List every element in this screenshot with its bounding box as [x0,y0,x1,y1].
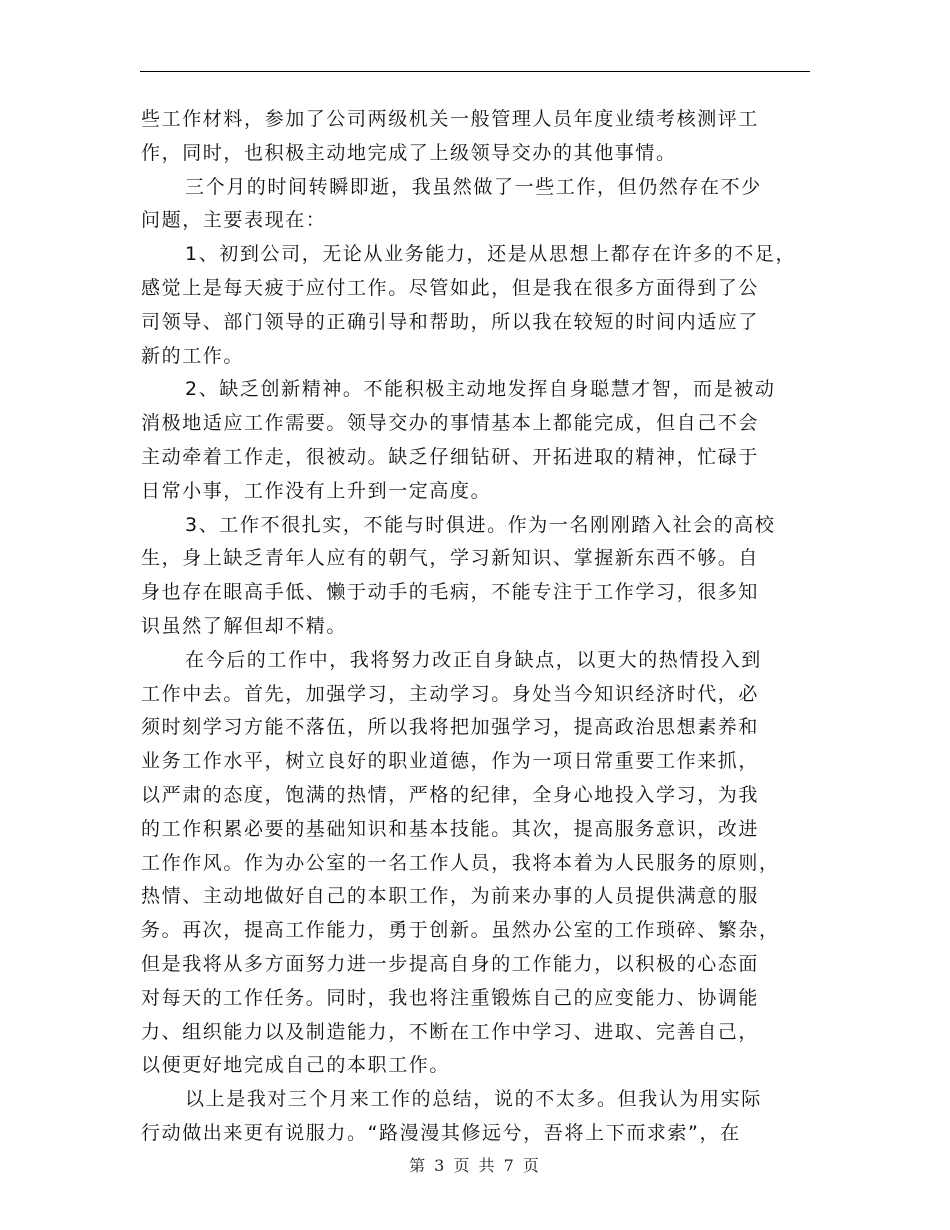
text-line: 作，同时，也积极主动地完成了上级领导交办的其他事情。 [141,141,677,164]
text-line: 3、工作不很扎实，不能与时俱进。作为一名刚刚踏入社会的高校 [185,513,776,536]
text-line: 须时刻学习方能不落伍，所以我将把加强学习，提高政治思想素养和 [141,716,760,739]
text-line: 业务工作水平，树立良好的职业道德，作为一项日常重要工作来抓， [141,750,760,773]
text-line: 力、组织能力以及制造能力，不断在工作中学习、进取、完善自己， [141,1020,760,1043]
text-line: 在今后的工作中，我将努力改正自身缺点，以更大的热情投入到 [185,648,762,671]
text-line: 1、初到公司，无论从业务能力，还是从思想上都存在许多的不足， [185,243,797,266]
text-line: 日常小事，工作没有上升到一定高度。 [141,479,492,502]
text-line: 工作中去。首先，加强学习，主动学习。身处当今知识经济时代，必 [141,682,760,705]
text-line: 2、缺乏创新精神。不能积极主动地发挥自身聪慧才智，而是被动 [185,378,776,401]
text-line: 行动做出来更有说服力。“路漫漫其修远兮，吾将上下而求索”，在 [141,1121,741,1144]
text-line: 但是我将从多方面努力进一步提高自身的工作能力，以积极的心态面 [141,952,760,975]
text-line: 些工作材料，参加了公司两级机关一般管理人员年度业绩考核测评工 [141,108,760,130]
text-line: 司领导、部门领导的正确引导和帮助，所以我在较短的时间内适应了 [141,310,760,333]
text-line: 身也存在眼高手低、懒于动手的毛病，不能专注于工作学习，很多知 [141,581,760,604]
text-line: 生，身上缺乏青年人应有的朝气，学习新知识、掌握新东西不够。自 [141,547,760,570]
text-line: 识虽然了解但却不精。 [141,614,348,637]
text-line: 热情、主动地做好自己的本职工作，为前来办事的人员提供满意的服 [141,885,760,908]
text-line: 主动牵着工作走，很被动。缺乏仔细钻研、开拓进取的精神，忙碌于 [141,445,760,468]
document-body [141,103,826,1151]
text-line: 以严肃的态度，饱满的热情，严格的纪律，全身心地投入学习，为我 [141,783,760,806]
text-line: 三个月的时间转瞬即逝，我虽然做了一些工作，但仍然存在不少 [185,175,762,198]
text-line: 的工作积累必要的基础知识和基本技能。其次，提高服务意识，改进 [141,817,760,840]
text-line: 问题，主要表现在： [141,209,327,232]
page-number: 第 3 页 共 7 页 [409,1156,541,1175]
text-line: 工作作风。作为办公室的一名工作人员，我将本着为人民服务的原则， [141,851,780,874]
text-line: 新的工作。 [141,344,245,367]
header-rule [140,71,810,72]
text-line: 以便更好地完成自己的本职工作。 [141,1054,451,1077]
text-line: 消极地适应工作需要。领导交办的事情基本上都能完成，但自己不会 [141,412,760,435]
text-line: 以上是我对三个月来工作的总结，说的不太多。但我认为用实际 [185,1088,762,1111]
text-line: 务。再次，提高工作能力，勇于创新。虽然办公室的工作琐碎、繁杂， [141,919,780,942]
text-line: 感觉上是每天疲于应付工作。尽管如此，但是我在很多方面得到了公 [141,276,760,299]
text-line: 对每天的工作任务。同时，我也将注重锻炼自己的应变能力、协调能 [141,986,760,1009]
